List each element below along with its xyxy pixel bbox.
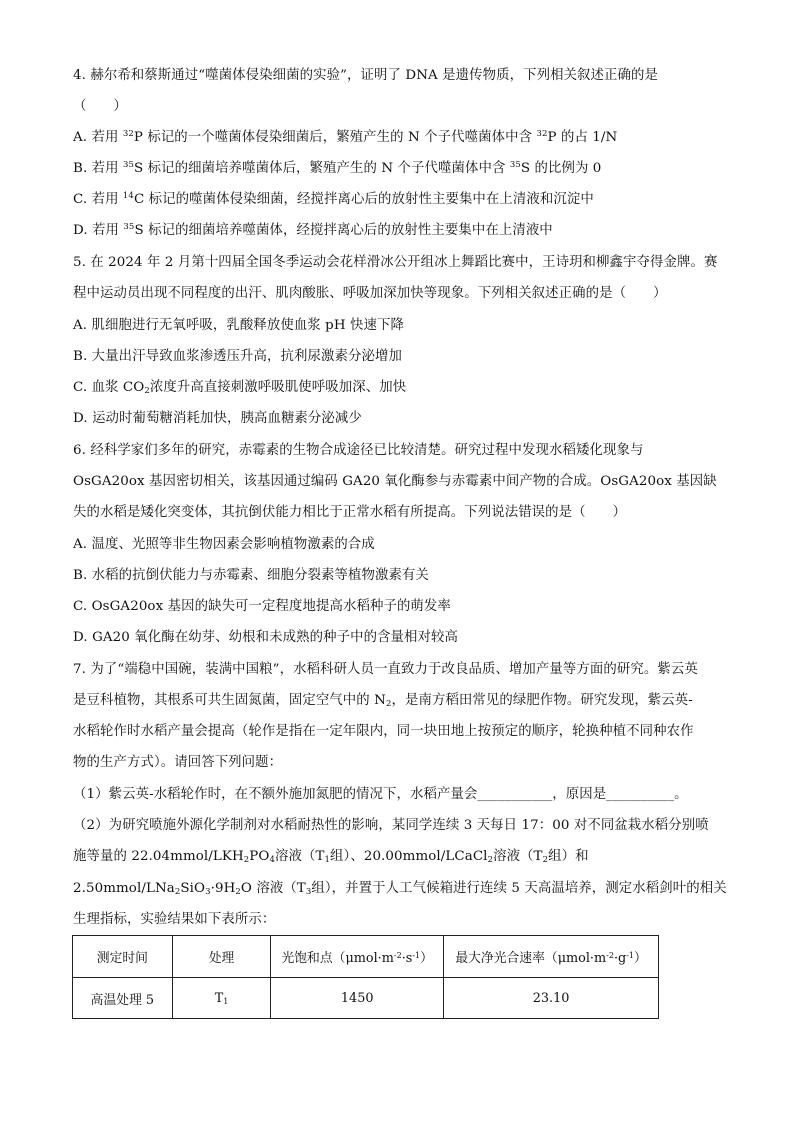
q4-stem-line-2: （ ） xyxy=(73,99,127,114)
header-light-saturation-point: 光饱和点$(\mu mol\cdot m^{-2}\cdot s^{-1})$ xyxy=(271,936,444,978)
q5-option-b: B. 大量出汗导致血浆渗透压升高，抗利尿激素分泌增加 xyxy=(73,349,402,364)
q6-option-c: C. OsGA20ox 基因的缺失可一定程度地提高水稻种子的萌发率 xyxy=(73,599,451,614)
q7-part-2-line-4: 生理指标，实验结果如下表所示： xyxy=(73,912,276,927)
results-table xyxy=(72,935,659,1019)
q5-option-c: C. 血浆 $CO_2$浓度升高直接刺激呼吸肌使呼吸加深、加快 xyxy=(73,380,407,396)
cell-max-net-photosynthetic-rate: 23.10 xyxy=(444,978,659,1019)
cell-treatment: $T_1$ xyxy=(172,978,271,1019)
q5-option-d: D. 运动时葡萄糖消耗加快，胰高血糖素分泌减少 xyxy=(73,411,362,426)
q6-stem-line-3: 失的水稻是矮化突变体，其抗倒伏能力相比于正常水稻有所提高。下列说法错误的是（ ） xyxy=(73,505,627,520)
q7-stem-line-2: 是豆科植物，其根系可共生固氮菌，固定空气中的 $N_2$，是南方稻田常见的绿肥作物。研究发现，紫云英- xyxy=(73,693,693,709)
q6-option-b: B. 水稻的抗倒伏能力与赤霉素、细胞分裂素等植物激素有关 xyxy=(73,568,429,583)
q4-stem-line-1: 4. 赫尔希和蔡斯通过“噬菌体侵染细菌的实验”，证明了 DNA 是遗传物质，下列相关叙述正确的是 xyxy=(73,68,659,83)
q5-option-a: A. 肌细胞进行无氧呼吸，乳酸释放使血浆 pH 快速下降 xyxy=(73,318,404,333)
q4-option-b: B. 若用 $^{35}$S 标记的细菌培养噬菌体后，繁殖产生的 N 个子代噬菌体中含 $^{35}$S 的比例为 0 xyxy=(73,160,602,176)
q7-part-2-line-1: （2）为研究喷施外源化学制剂对水稻耐热性的影响，某同学连续 3 天每日 17：00 对不同盆栽水稻分别喷 xyxy=(73,818,709,833)
q7-part-1: （1）紫云英-水稻轮作时，在不额外施加氮肥的情况下，水稻产量会___________，原因是__________。 xyxy=(73,787,688,802)
q4-option-a: A. 若用 $^{32}$P 标记的一个噬菌体侵染细菌后，繁殖产生的 N 个子代噬菌体中含 $^{32}$P 的占 1/N xyxy=(73,129,618,145)
cell-light-saturation-point: 1450 xyxy=(271,978,444,1019)
q6-option-d: D. GA20 氧化酶在幼芽、幼根和未成熟的种子中的含量相对较高 xyxy=(73,630,459,645)
q5-stem-line-1: 5. 在 2024 年 2 月第十四届全国冬季运动会花样滑冰公开组冰上舞蹈比赛中，王诗玥和柳鑫宇夺得金牌。赛 xyxy=(73,255,718,270)
q7-part-2-line-3: $2.50mmol/LNa_2SiO_3\cdot 9H_2O$ 溶液（$T_3$组），并置于人工气候箱进行连续 5 天高温培养，测定水稻剑叶的相关 xyxy=(73,881,727,897)
header-treatment: 处理 xyxy=(172,936,271,978)
header-measure-time: 测定时间 xyxy=(73,936,173,978)
q6-stem-line-1: 6. 经科学家们多年的研究，赤霉素的生物合成途径已比较清楚。研究过程中发现水稻矮化现象与 xyxy=(73,443,644,458)
q6-option-a: A. 温度、光照等非生物因素会影响植物激素的合成 xyxy=(73,537,375,552)
q4-option-d: D. 若用 $^{35}$S 标记的细菌培养噬菌体，经搅拌离心后的放射性主要集中在上清液中 xyxy=(73,222,553,238)
q4-option-c: C. 若用 $^{14}$C 标记的噬菌体侵染细菌，经搅拌离心后的放射性主要集中在上清液和沉淀中 xyxy=(73,191,594,207)
header-max-net-photosynthetic-rate: 最大净光合速率$(\mu mol\cdot m^{-2}\cdot g^{-1})$ xyxy=(444,936,659,978)
q6-stem-line-2: OsGA20ox 基因密切相关，该基因通过编码 GA20 氧化酶参与赤霉素中间产物的合成。OsGA20ox 基因缺 xyxy=(73,474,717,489)
q7-stem-line-4: 物的生产方式）。请回答下列问题： xyxy=(73,755,283,770)
q7-part-2-line-2: 施等量的 $22.04mmol/LKH_2PO_4$溶液（$T_1$组）、20.00mmol/LCaCl$_2$溶液（$T_2$组）和 xyxy=(73,849,589,865)
q7-stem-line-1: 7. 为了“端稳中国碗，装满中国粮”，水稻科研人员一直致力于改良品质、增加产量等方面的研究。紫云英 xyxy=(73,662,698,677)
q7-stem-line-3: 水稻轮作时水稻产量会提高（轮作是指在一定年限内，同一块田地上按预定的顺序，轮换种植不同种农作 xyxy=(73,724,694,739)
table-row xyxy=(73,978,659,1019)
q5-stem-line-2: 程中运动员出现不同程度的出汗、肌肉酸胀、呼吸加深加快等现象。下列相关叙述正确的是（ ） xyxy=(73,286,667,301)
table-header-row xyxy=(73,936,659,978)
cell-measure-time: 高温处理 5 xyxy=(73,978,173,1019)
